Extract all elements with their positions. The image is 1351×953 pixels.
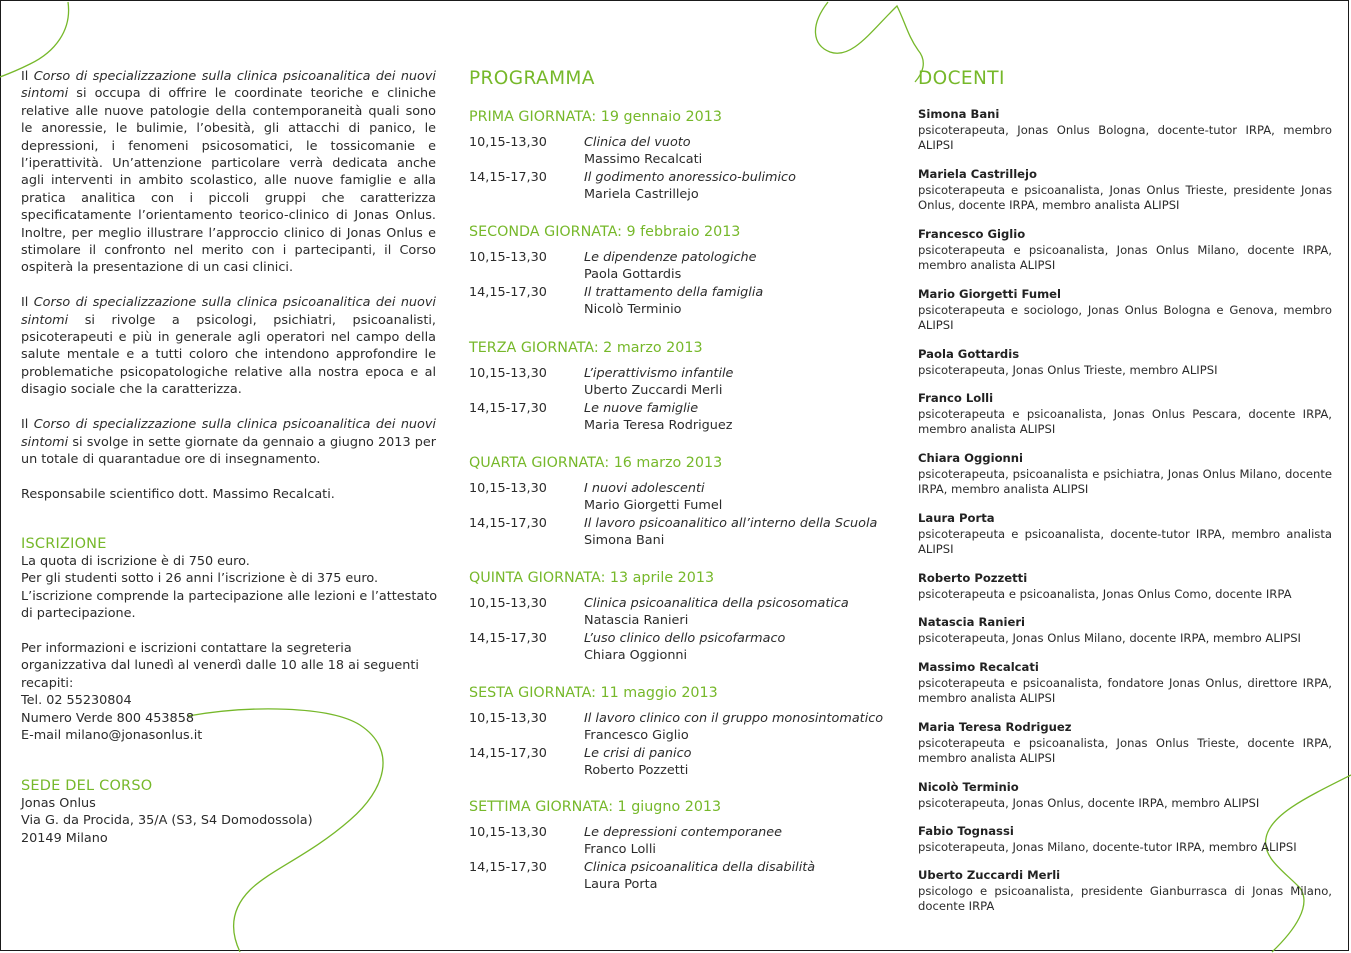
docente-entry [918,824,1332,855]
session [469,630,889,665]
docente-entry [918,347,1332,378]
session-speaker: Simona Bani [584,533,665,549]
docente-name: Simona Bani [918,107,1000,121]
docente-name: Mario Giorgetti Fumel [918,287,1061,301]
intro-paragraph-3: Il Corso di specializzazione sulla clinica psicoanalitica dei nuovi sintomi si svolge in sette giornate da gennaio a giugno 2013 per un totale di quarantadue ore di insegnamento. [21,417,436,467]
session-speaker: Laura Porta [584,877,658,893]
day-block [469,684,889,780]
info-line: recapiti: [21,675,74,691]
session-speaker: Francesco Giglio [584,728,689,744]
docente-entry [918,167,1332,214]
day-title: QUARTA GIORNATA: 16 marzo 2013 [469,455,723,471]
session-time: 10,15-13,30 [469,711,547,726]
day-title: SECONDA GIORNATA: 9 febbraio 2013 [469,224,741,240]
session-speaker: Massimo Recalcati [584,152,703,168]
session-speaker: Mariela Castrillejo [584,187,699,203]
session-time: 10,15-13,30 [469,250,547,265]
docente-name: Maria Teresa Rodriguez [918,720,1072,734]
session-speaker: Natascia Ranieri [584,613,689,629]
docente-entry [918,391,1332,438]
session [469,859,889,894]
docente-description: psicoterapeuta, psicoanalista e psichiatra, Jonas Onlus Milano, docente IRPA, membro analista ALIPSI [918,466,1332,496]
session-title: Il lavoro psicoanalitico all’interno della Scuola [584,516,878,531]
docenti-heading: DOCENTI [918,68,1005,89]
session-title: Il trattamento della famiglia [584,285,764,300]
session-title: Le dipendenze patologiche [584,250,757,265]
session-time: 10,15-13,30 [469,135,547,150]
docente-name: Paola Gottardis [918,347,1020,361]
docente-description: psicoterapeuta, Jonas Onlus, docente IRPA, membro ALIPSI [918,795,1260,810]
docente-entry [918,511,1332,558]
session [469,824,889,859]
day-title: TERZA GIORNATA: 2 marzo 2013 [469,340,703,356]
sede-heading: SEDE DEL CORSO [21,778,153,794]
phone-number: Tel. 02 55230804 [21,693,132,709]
toll-free-number: Numero Verde 800 453858 [21,710,194,726]
session-time: 10,15-13,30 [469,366,547,381]
docente-description: psicoterapeuta e psicoanalista, docente-tutor IRPA, membro analista ALIPSI [918,526,1332,556]
intro-paragraph-2: Il Corso di specializzazione sulla clinica psicoanalitica dei nuovi sintomi si rivolge a psicologi, psichiatri, psicoanalisti, psicoterapeuti e più in generale agli operatori nel campo della salute mentale e a tutti coloro che intendono approfondire le problematiche psicopatologiche relative alla nostra epoca e al disagio sociale che la caratterizza. [21,295,436,398]
session [469,249,889,284]
docente-description: psicoterapeuta, Jonas Onlus Trieste, membro ALIPSI [918,362,1218,377]
day-block [469,569,889,665]
intro-paragraph-1: Il Corso di specializzazione sulla clinica psicoanalitica dei nuovi sintomi si occupa di offrire le coordinate teoriche e cliniche relative alle nuove patologie della contemporaneità quali sono le anoressie, le bulimie, l’obesità, gli attacchi di panico, le depressioni, i fenomeni psicosomatici, le tossicomanie e l’iperattività. Un’attenzione particolare verrà dedicata anche agli interventi in ambito scolastico, alle nuove famiglie e alla pratica analitica con i piccoli gruppi che caratterizza specificatamente l’orientamento teorico-clinico di Jonas Onlus. Inoltre, per meglio illustrare l’approccio clinico di Jonas Onlus e stimolare il confronto nel merito con i partecipanti, il Corso ospiterà la presentazione di un casi clinici. [21,69,436,276]
docente-name: Chiara Oggionni [918,451,1024,465]
session [469,480,889,515]
session-title: Clinica psicoanalitica della disabilità [584,860,816,875]
docente-entry [918,571,1332,602]
docente-description: psicoterapeuta, Jonas Onlus Bologna, docente-tutor IRPA, membro ALIPSI [918,122,1332,152]
session [469,710,889,745]
docente-entry [918,780,1332,811]
session [469,284,889,319]
docente-description: psicoterapeuta e psicoanalista, fondatore Jonas Onlus, direttore IRPA, membro analista ALIPSI [918,675,1332,705]
session-time: 14,15-17,30 [469,746,547,761]
docente-description: psicoterapeuta e psicoanalista, Jonas Onlus Milano, docente IRPA, membro analista ALIPSI [918,242,1332,272]
session-speaker: Uberto Zuccardi Merli [584,383,723,399]
info-line: Per informazioni e iscrizioni contattare la segreteria [21,641,352,657]
session-time: 14,15-17,30 [469,170,547,185]
session-time: 10,15-13,30 [469,481,547,496]
day-title: QUINTA GIORNATA: 13 aprile 2013 [469,570,715,586]
day-block [469,339,889,435]
session-time: 14,15-17,30 [469,516,547,531]
session-title: Le nuove famiglie [584,401,699,416]
sede-section [21,777,441,847]
day-block [469,108,889,204]
session-speaker: Mario Giorgetti Fumel [584,498,723,514]
docente-name: Natascia Ranieri [918,615,1026,629]
session [469,595,889,630]
docente-name: Uberto Zuccardi Merli [918,868,1061,882]
session-title: Le depressioni contemporanee [584,825,783,840]
docente-description: psicoterapeuta e psicoanalista, Jonas Onlus Como, docente IRPA [918,586,1292,601]
docenti-column [918,68,1332,913]
session-time: 14,15-17,30 [469,285,547,300]
session [469,134,889,169]
session-title: I nuovi adolescenti [584,481,705,496]
intro-column [21,68,436,503]
iscrizione-heading: ISCRIZIONE [21,536,107,552]
docente-name: Fabio Tognassi [918,824,1014,838]
docente-entry [918,451,1332,498]
docente-name: Nicolò Terminio [918,780,1019,794]
session-title: L’uso clinico dello psicofarmaco [584,631,786,646]
docente-entry [918,660,1332,707]
docente-description: psicoterapeuta, Jonas Onlus Milano, docente IRPA, membro ALIPSI [918,630,1301,645]
day-title: PRIMA GIORNATA: 19 gennaio 2013 [469,109,722,125]
docente-description: psicoterapeuta e psicoanalista, Jonas Onlus Pescara, docente IRPA, membro analista ALIPSI [918,406,1332,436]
session [469,169,889,204]
session [469,400,889,435]
session-title: Il lavoro clinico con il gruppo monosintomatico [584,711,884,726]
session-title: L’iperattivismo infantile [584,366,734,381]
email-address: E-mail milano@jonasonlus.it [21,728,203,744]
info-line: organizzativa dal lunedì al venerdì dalle 10 alle 18 ai seguenti [21,658,419,674]
docente-entry [918,720,1332,767]
docente-name: Franco Lolli [918,391,994,405]
iscrizione-line: di partecipazione. [21,606,136,622]
session [469,365,889,400]
docente-description: psicoterapeuta e psicoanalista, Jonas Onlus Trieste, docente IRPA, membro analista ALIPSI [918,735,1332,765]
iscrizione-line: Per gli studenti sotto i 26 anni l’iscrizione è di 375 euro. [21,571,379,587]
day-block [469,798,889,894]
sede-line: Via G. da Procida, 35/A (S3, S4 Domodossola) [21,813,313,829]
session [469,745,889,780]
session-speaker: Roberto Pozzetti [584,763,689,779]
session-speaker: Franco Lolli [584,842,656,858]
session-speaker: Chiara Oggionni [584,648,688,664]
session-title: Il godimento anoressico-bulimico [584,170,796,185]
docente-entry [918,868,1332,915]
session [469,515,889,550]
session-time: 14,15-17,30 [469,401,547,416]
docente-name: Francesco Giglio [918,227,1026,241]
session-time: 10,15-13,30 [469,825,547,840]
docente-name: Mariela Castrillejo [918,167,1037,181]
day-block [469,454,889,550]
docente-entry [918,615,1332,646]
day-block [469,223,889,319]
day-title: SETTIMA GIORNATA: 1 giugno 2013 [469,799,722,815]
docente-description: psicoterapeuta e sociologo, Jonas Onlus Bologna e Genova, membro ALIPSI [918,302,1332,332]
session-title: Le crisi di panico [584,746,692,761]
day-title: SESTA GIORNATA: 11 maggio 2013 [469,685,718,701]
programma-heading: PROGRAMMA [469,68,595,89]
session-time: 14,15-17,30 [469,631,547,646]
sede-line: 20149 Milano [21,830,108,846]
docente-description: psicologo e psicoanalista, presidente Gianburrasca di Jonas Milano, docente IRPA [918,883,1332,913]
docente-description: psicoterapeuta, Jonas Milano, docente-tutor IRPA, membro ALIPSI [918,839,1297,854]
docente-name: Laura Porta [918,511,995,525]
docente-name: Massimo Recalcati [918,660,1039,674]
iscrizione-line: L’iscrizione comprende la partecipazione alle lezioni e l’attestato [21,588,438,604]
intro-paragraph-4: Responsabile scientifico dott. Massimo Recalcati. [21,486,335,502]
session-speaker: Nicolò Terminio [584,302,682,318]
programma-column [469,68,889,893]
iscrizione-line: La quota di iscrizione è di 750 euro. [21,554,250,569]
session-speaker: Paola Gottardis [584,267,682,283]
docente-entry [918,287,1332,334]
iscrizione-section [21,535,441,744]
session-title: Clinica psicoanalitica della psicosomatica [584,596,849,611]
session-time: 14,15-17,30 [469,860,547,875]
docente-description: psicoterapeuta e psicoanalista, Jonas Onlus Trieste, presidente Jonas Onlus, docente IRPA, membro analista ALIPSI [918,182,1332,212]
session-speaker: Maria Teresa Rodriguez [584,418,733,434]
docente-entry [918,107,1332,154]
sede-line: Jonas Onlus [21,796,96,811]
docente-name: Roberto Pozzetti [918,571,1028,585]
docente-entry [918,227,1332,274]
session-title: Clinica del vuoto [584,135,691,150]
session-time: 10,15-13,30 [469,596,547,611]
